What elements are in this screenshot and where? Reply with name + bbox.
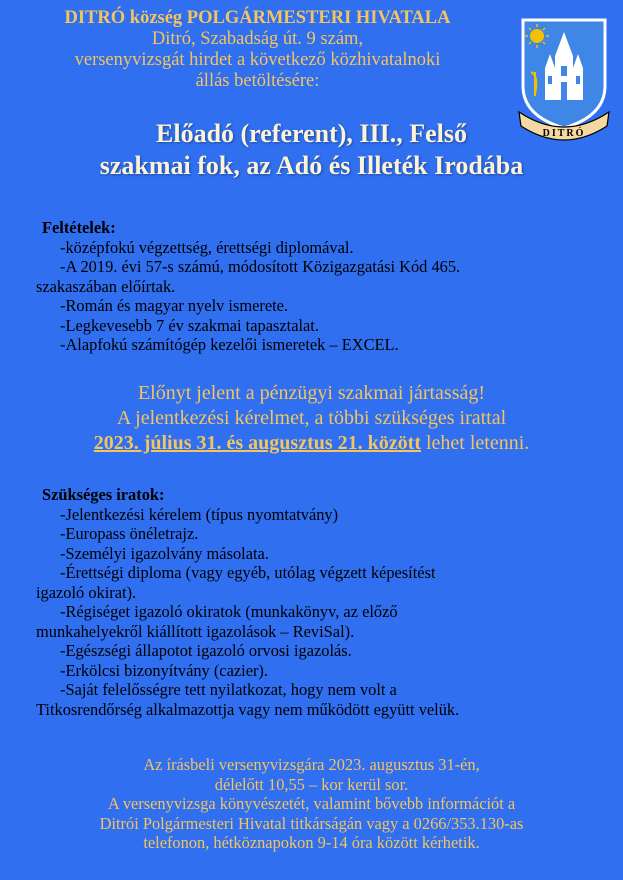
document-item: -Jelentkezési kérelem (típus nyomtatvány) (60, 504, 339, 524)
application-line: A jelentkezési kérelmet, a többi szükséges irattal (116, 407, 507, 429)
condition-item: -Alapfokú számítógép kezelői ismeretek – EXCEL. (60, 335, 399, 354)
document-item-continued: igazoló okirat). (36, 582, 137, 602)
header (0, 8, 515, 92)
header-announcement: versenyvizsgát hirdet a következő közhivatalnoki (74, 50, 441, 70)
info-line: A versenyvizsga könyvészetét, valamint bővebb információt a (107, 794, 516, 813)
exam-info-block (0, 755, 623, 853)
condition-item: -Legkevesebb 7 év szakmai tapasztalat. (60, 315, 319, 335)
document-item: -Egészségi állapotot igazoló orvosi igazolás. (60, 641, 352, 660)
condition-item-continued: szakaszában előírtak. (36, 276, 176, 296)
deadline-line (0, 431, 623, 456)
crest-ribbon-text: DITRÓ (542, 128, 586, 139)
document-item: -Europass önéletrajz. (60, 524, 199, 543)
header-position-intro: állás betöltésére: (195, 71, 320, 91)
document-item-continued: Titkosrendőrség alkalmazottja vagy nem működött együtt velük. (36, 699, 460, 719)
condition-item: -középfokú végzettség, érettségi diplomával. (60, 237, 354, 257)
documents-section (36, 485, 596, 719)
header-office-name: DITRÓ község POLGÁRMESTERI HIVATALA (64, 8, 451, 28)
condition-item: -Román és magyar nyelv ismerete. (60, 296, 289, 315)
info-contact-line: Ditrói Polgármesteri Hivatal titkárságán vagy a 0266/353.130-as (99, 813, 524, 833)
document-item: -Régiséget igazoló okiratok (munkakönyv, az előző (60, 602, 398, 621)
document-item: -Erkölcsi bizonyítvány (cazier). (60, 660, 268, 680)
conditions-heading: Feltételek: (42, 218, 116, 237)
advantage-line: Előnyt jelent a pénzügyi szakmai jártasság! (137, 382, 486, 404)
deadline-rest: lehet letenni. (420, 432, 530, 454)
condition-item: -A 2019. évi 57-s számú, módosított Közigazgatási Kód 465. (60, 257, 461, 276)
header-address: Ditró, Szabadság út. 9 szám, (151, 29, 364, 49)
exam-time-line: délelőtt 10,55 – kor kerül sor. (214, 774, 409, 794)
document-item: -Személyi igazolvány másolata. (60, 543, 269, 563)
document-item: -Saját felelősségre tett nyilatkozat, hogy nem volt a (60, 680, 397, 699)
advantage-block (0, 381, 623, 456)
document-item-continued: munkahelyekről kiállított igazolások – ReviSal). (36, 621, 355, 641)
position-title-line1: Előadó (referent), III., Felső (156, 119, 467, 148)
document-item: -Érettségi diploma (vagy egyéb, utólag végzett képesítést (60, 563, 436, 582)
documents-heading: Szükséges iratok: (42, 485, 165, 504)
position-title (0, 118, 623, 182)
conditions-section (36, 218, 596, 355)
info-hours-line: telefonon, hétköznapokon 9-14 óra között kérhetik. (143, 833, 480, 852)
exam-date-line: Az írásbeli versenyvizsgára 2023. augusztus 31-én, (143, 755, 480, 774)
position-title-line2: szakmai fok, az Adó és Illeték Irodába (99, 151, 524, 180)
deadline-date: 2023. július 31. és augusztus 21. között (93, 432, 421, 454)
